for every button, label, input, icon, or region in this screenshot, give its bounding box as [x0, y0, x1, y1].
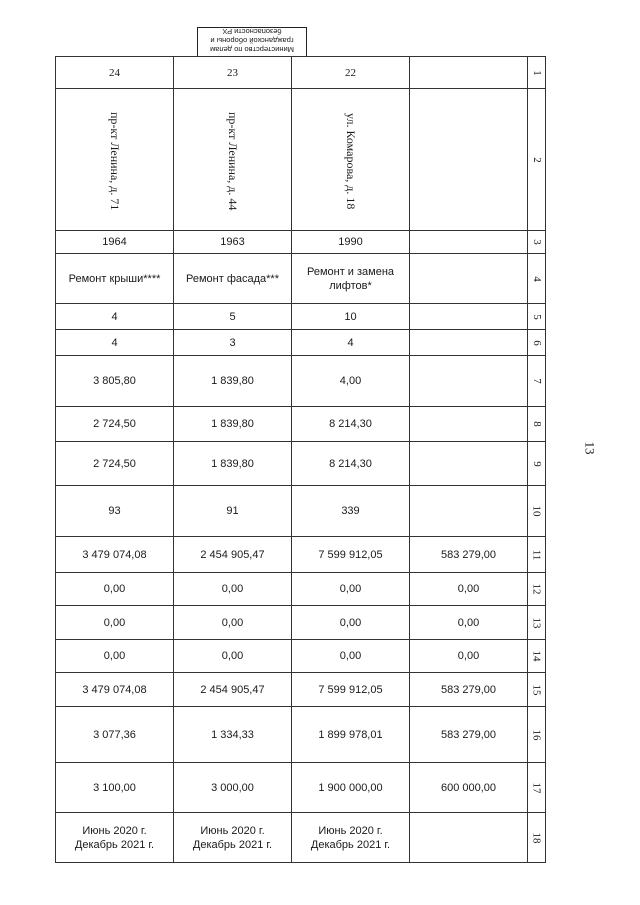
cell: 23	[174, 57, 292, 89]
cell: 93	[56, 486, 174, 537]
cell	[410, 486, 528, 537]
row-number: 10	[528, 486, 546, 537]
cell: 0,00	[410, 606, 528, 640]
cell	[410, 89, 528, 231]
cell: 583 279,00	[410, 537, 528, 573]
cell: 0,00	[410, 640, 528, 673]
cell: 0,00	[410, 573, 528, 606]
schedule-cell: Июнь 2020 г. Декабрь 2021 г.	[174, 813, 292, 863]
stamp-line: безопасности РХ	[222, 27, 282, 36]
row-number: 18	[528, 813, 546, 863]
cell: 8 214,30	[292, 407, 410, 442]
row-number: 2	[528, 89, 546, 231]
cell	[410, 356, 528, 407]
repair-type-cell: Ремонт и замена лифтов*	[292, 254, 410, 304]
schedule-cell: Июнь 2020 г. Декабрь 2021 г.	[56, 813, 174, 863]
cell	[410, 330, 528, 356]
row-number: 8	[528, 407, 546, 442]
cell: 2 454 905,47	[174, 537, 292, 573]
table-row	[56, 486, 546, 537]
cell: 0,00	[56, 573, 174, 606]
cell	[410, 231, 528, 254]
cell: 91	[174, 486, 292, 537]
cell: 7 599 912,05	[292, 537, 410, 573]
cell: 2 724,50	[56, 407, 174, 442]
cell: 2 454 905,47	[174, 673, 292, 707]
cell: 1963	[174, 231, 292, 254]
cell: 3 000,00	[174, 763, 292, 813]
repair-type-cell: Ремонт крыши****	[56, 254, 174, 304]
row-number: 14	[528, 640, 546, 673]
table-row	[56, 537, 546, 573]
cell: 2 724,50	[56, 442, 174, 486]
row-number: 9	[528, 442, 546, 486]
table-row	[56, 442, 546, 486]
row-number: 17	[528, 763, 546, 813]
cell: 4	[292, 330, 410, 356]
row-number: 5	[528, 304, 546, 330]
row-number: 4	[528, 254, 546, 304]
address-cell: пр-кт Ленина, д. 71	[56, 89, 174, 231]
row-number: 3	[528, 231, 546, 254]
cell: 3 479 074,08	[56, 537, 174, 573]
table-row	[56, 330, 546, 356]
table-row	[56, 254, 546, 304]
cell: 4	[56, 304, 174, 330]
row-number: 7	[528, 356, 546, 407]
cell: 0,00	[292, 573, 410, 606]
cell: 1 334,33	[174, 707, 292, 763]
cell: 5	[174, 304, 292, 330]
cell: 10	[292, 304, 410, 330]
table-row	[56, 763, 546, 813]
row-number: 15	[528, 673, 546, 707]
cell	[410, 254, 528, 304]
cell: 4,00	[292, 356, 410, 407]
row-number: 13	[528, 606, 546, 640]
cell	[410, 407, 528, 442]
cell: 1 899 978,01	[292, 707, 410, 763]
approval-stamp	[197, 27, 307, 57]
cell: 0,00	[292, 640, 410, 673]
cell: 0,00	[56, 606, 174, 640]
cell	[410, 57, 528, 89]
row-number: 6	[528, 330, 546, 356]
cell: 1 839,80	[174, 356, 292, 407]
cell: 339	[292, 486, 410, 537]
cell: 3	[174, 330, 292, 356]
cell: 0,00	[174, 640, 292, 673]
address-cell: ул. Комарова, д. 18	[292, 89, 410, 231]
table-row	[56, 356, 546, 407]
cell: 0,00	[56, 640, 174, 673]
cell	[410, 304, 528, 330]
cell: 0,00	[292, 606, 410, 640]
stamp-line: Министерство по делам	[210, 45, 294, 54]
address-cell: пр-кт Ленина, д. 44	[174, 89, 292, 231]
cell: 1 839,80	[174, 442, 292, 486]
cell: 1964	[56, 231, 174, 254]
cell: 24	[56, 57, 174, 89]
row-number: 1	[528, 57, 546, 89]
cell: 1 900 000,00	[292, 763, 410, 813]
table-row	[56, 673, 546, 707]
cell	[410, 813, 528, 863]
cell: 8 214,30	[292, 442, 410, 486]
table-row	[56, 707, 546, 763]
cell: 3 077,36	[56, 707, 174, 763]
cell: 7 599 912,05	[292, 673, 410, 707]
cell: 1990	[292, 231, 410, 254]
table-row	[56, 231, 546, 254]
table-row	[56, 407, 546, 442]
cell: 3 479 074,08	[56, 673, 174, 707]
cell: 1 839,80	[174, 407, 292, 442]
repair-schedule-table	[55, 56, 546, 863]
cell: 583 279,00	[410, 673, 528, 707]
table-row	[56, 573, 546, 606]
row-number: 11	[528, 537, 546, 573]
cell: 600 000,00	[410, 763, 528, 813]
cell: 3 805,80	[56, 356, 174, 407]
cell: 22	[292, 57, 410, 89]
table-row	[56, 640, 546, 673]
cell: 0,00	[174, 606, 292, 640]
cell: 583 279,00	[410, 707, 528, 763]
table-row	[56, 813, 546, 863]
repair-type-cell: Ремонт фасада***	[174, 254, 292, 304]
cell: 4	[56, 330, 174, 356]
row-number: 12	[528, 573, 546, 606]
table-row	[56, 606, 546, 640]
table-row	[56, 89, 546, 231]
table-row	[56, 57, 546, 89]
cell: 3 100,00	[56, 763, 174, 813]
cell: 0,00	[174, 573, 292, 606]
page-number: 13	[582, 441, 598, 455]
schedule-cell: Июнь 2020 г. Декабрь 2021 г.	[292, 813, 410, 863]
row-number: 16	[528, 707, 546, 763]
table-row	[56, 304, 546, 330]
stamp-line: гражданской обороны и	[210, 36, 294, 45]
cell	[410, 442, 528, 486]
